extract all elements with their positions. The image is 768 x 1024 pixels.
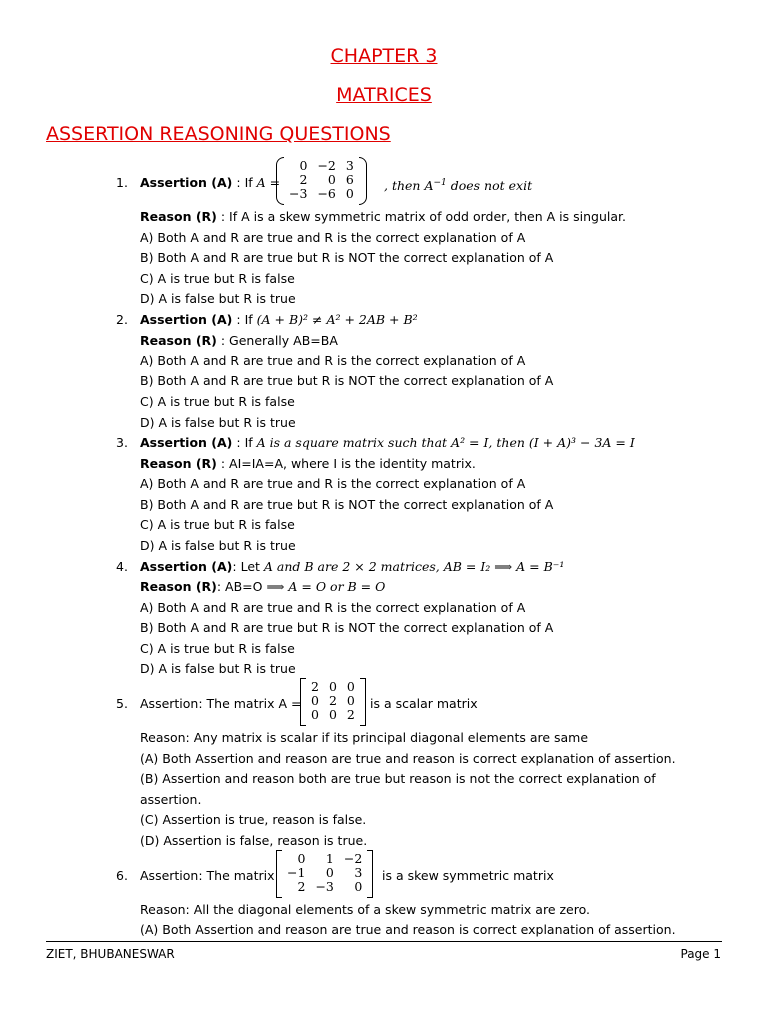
option: B) Both A and R are true but R is NOT the correct explanation of A (140, 373, 554, 388)
option: C) A is true but R is false (140, 641, 295, 656)
matrix-cell: 0 (345, 186, 354, 201)
right-bracket (367, 850, 373, 898)
option: D) A is false but R is true (140, 291, 296, 306)
q1-reason (140, 209, 626, 225)
q1-assertion-tail (384, 175, 532, 194)
option: D) A is false but R is true (140, 415, 296, 430)
option: A) Both A and R are true and R is the correct explanation of A (140, 230, 526, 245)
option: (A) Both Assertion and reason are true and reason is correct explanation of assertion. (140, 922, 676, 937)
option: D) A is false but R is true (140, 538, 296, 553)
assertion-text-end: does not exit (446, 178, 533, 194)
q6-reason: Reason: All the diagonal elements of a skew symmetric matrix are zero. (140, 902, 590, 917)
reason-text: : AI=IA=A, where I is the identity matrix. (216, 456, 476, 471)
reason-text: : Generally AB=BA (216, 333, 338, 348)
assertion-text: : Let (232, 559, 264, 574)
q5-assertion: Assertion: The matrix A = (140, 696, 302, 711)
option: C) A is true but R is false (140, 517, 295, 532)
footer-institution: ZIET, BHUBANESWAR (46, 947, 175, 961)
option: (D) Assertion is false, reason is true. (140, 833, 368, 848)
matrix-cell: 3 (354, 865, 363, 880)
reason-text: : If A is a skew symmetric matrix of odd order, then A is singular. (216, 209, 626, 224)
option: B) Both A and R are true but R is NOT the correct explanation of A (140, 250, 554, 265)
matrix-cell: 0 (346, 693, 355, 708)
matrix-row (284, 187, 359, 201)
matrix-cell: 0 (328, 679, 337, 694)
matrix-row (282, 852, 367, 866)
footer-divider (46, 941, 722, 942)
assertion-text: : If (232, 312, 257, 327)
matrix-cell: −6 (317, 186, 336, 201)
option: C) A is true but R is false (140, 271, 295, 286)
question-number: 2. (116, 312, 128, 327)
option: (B) Assertion and reason both are true but reason is not the correct explanation of (140, 771, 656, 786)
page-number: Page 1 (680, 947, 721, 961)
matrix-row (306, 680, 360, 694)
reason-label: Reason (R) (140, 579, 217, 594)
option: assertion. (140, 792, 202, 807)
assertion-label: Assertion (A) (140, 435, 233, 450)
assertion-text: : If (232, 435, 257, 450)
q1-assertion (140, 175, 280, 191)
matrix-cell: −2 (343, 851, 363, 866)
right-bracket (360, 678, 366, 726)
matrix-cell: 2 (346, 707, 355, 722)
option: (A) Both Assertion and reason are true and reason is correct explanation of assertion. (140, 751, 676, 766)
assertion-text: : If (232, 175, 257, 190)
matrix-row (282, 866, 367, 880)
question-number: 3. (116, 435, 128, 450)
assertion-label: Assertion (A) (140, 175, 233, 190)
assertion-text-post: , then A (384, 178, 434, 194)
matrix-row (284, 173, 359, 187)
matrix-cell: 2 (297, 879, 306, 894)
question-number: 6. (116, 868, 128, 883)
matrix-cell: 0 (354, 879, 363, 894)
reason-text: : AB=O (216, 579, 267, 594)
assertion-math: A = (256, 175, 281, 190)
matrix-row (282, 880, 367, 894)
chapter-heading: CHAPTER 3 (330, 45, 438, 67)
question-number: 5. (116, 696, 128, 711)
left-bracket (276, 850, 282, 898)
matrix-cell: 0 (311, 693, 319, 708)
matrix-row (284, 159, 359, 173)
left-bracket (300, 678, 306, 726)
matrix-cell: 0 (297, 851, 306, 866)
q1-matrix (284, 159, 359, 201)
matrix-cell: −3 (289, 186, 308, 201)
q6-assertion: Assertion: The matrix (140, 868, 275, 883)
option: A) Both A and R are true and R is the correct explanation of A (140, 600, 526, 615)
left-paren (276, 157, 284, 205)
matrix-cell: −1 (287, 865, 306, 880)
subject-heading: MATRICES (336, 84, 432, 106)
assertion-label: Assertion (A) (140, 312, 233, 327)
matrix-cell: −3 (315, 879, 334, 894)
matrix-cell: 0 (346, 679, 355, 694)
matrix-cell: 0 (325, 865, 334, 880)
matrix-cell: 2 (328, 693, 337, 708)
q6-assertion-tail: is a skew symmetric matrix (382, 868, 554, 883)
reason-label: Reason (R) (140, 333, 217, 348)
matrix-cell: 0 (311, 707, 319, 722)
matrix-row (306, 694, 360, 708)
matrix-cell: 0 (327, 172, 336, 187)
right-paren (359, 157, 367, 205)
q5-reason: Reason: Any matrix is scalar if its principal diagonal elements are same (140, 730, 589, 745)
assertion-math: A is a square matrix such that A² = I, then (I + A)³ − 3A = I (256, 435, 635, 450)
matrix-cell: 2 (299, 172, 308, 187)
q4-assertion (140, 559, 564, 575)
option: D) A is false but R is true (140, 661, 296, 676)
reason-label: Reason (R) (140, 209, 217, 224)
q6-matrix (282, 852, 367, 894)
matrix-cell: 0 (299, 158, 308, 173)
q2-reason (140, 333, 338, 349)
q5-assertion-tail: is a scalar matrix (370, 696, 478, 711)
option: A) Both A and R are true and R is the correct explanation of A (140, 476, 526, 491)
matrix-cell: 6 (345, 172, 354, 187)
section-heading: ASSERTION REASONING QUESTIONS (46, 123, 391, 145)
option: B) Both A and R are true but R is NOT the correct explanation of A (140, 497, 554, 512)
reason-math: ⟹ A = O or B = O (266, 579, 386, 594)
matrix-cell: −2 (317, 158, 336, 173)
assertion-label: Assertion (A) (140, 559, 233, 574)
assertion-math: A and B are 2 × 2 matrices, AB = I₂ ⟹ A = B⁻¹ (263, 559, 565, 574)
matrix-cell: 1 (325, 851, 334, 866)
matrix-cell: 2 (311, 679, 319, 694)
q3-assertion (140, 435, 635, 451)
question-number: 4. (116, 559, 128, 574)
superscript: −1 (433, 178, 447, 188)
assertion-math: (A + B)² ≠ A² + 2AB + B² (256, 312, 418, 327)
question-number: 1. (116, 175, 128, 190)
q4-reason (140, 579, 385, 595)
option: C) A is true but R is false (140, 394, 295, 409)
q5-matrix (306, 680, 360, 722)
matrix-cell: 0 (328, 707, 337, 722)
q3-reason (140, 456, 476, 472)
option: B) Both A and R are true but R is NOT the correct explanation of A (140, 620, 554, 635)
reason-label: Reason (R) (140, 456, 217, 471)
matrix-cell: 3 (345, 158, 354, 173)
option: A) Both A and R are true and R is the correct explanation of A (140, 353, 526, 368)
option: (C) Assertion is true, reason is false. (140, 812, 367, 827)
q2-assertion (140, 312, 418, 328)
matrix-row (306, 708, 360, 722)
